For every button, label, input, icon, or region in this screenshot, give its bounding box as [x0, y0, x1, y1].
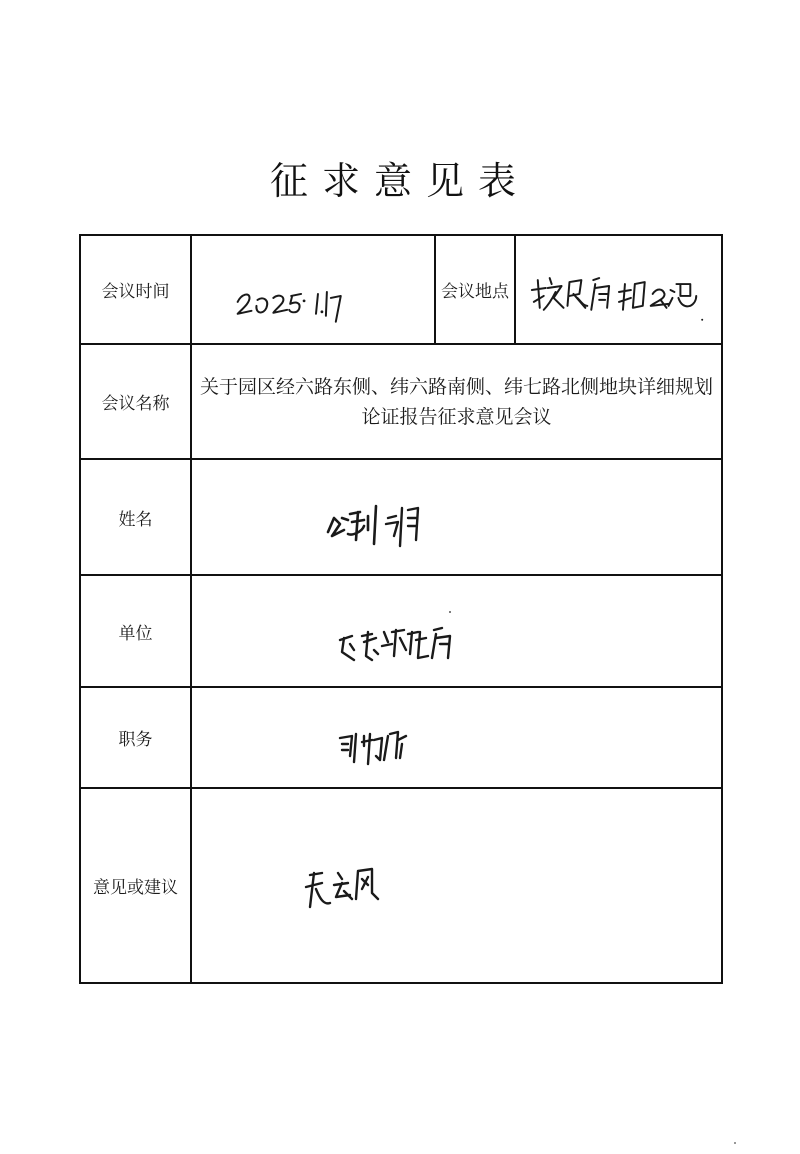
- person-name-handwriting: [192, 460, 721, 574]
- row-position: [80, 687, 722, 788]
- person-name-value: [191, 459, 722, 575]
- row-meeting-name: [80, 344, 722, 459]
- opinion-label: 意见或建议: [80, 788, 191, 983]
- position-value: [191, 687, 722, 788]
- meeting-place-handwriting: [516, 236, 721, 343]
- meeting-place-label: 会议地点: [435, 235, 515, 344]
- row-time-place: [80, 235, 722, 344]
- meeting-place-value: [515, 235, 722, 344]
- opinion-handwriting: [192, 789, 721, 982]
- row-opinion: [80, 788, 722, 983]
- unit-value: [191, 575, 722, 687]
- meeting-name-label: 会议名称: [80, 344, 191, 459]
- meeting-time-label: 会议时间: [80, 235, 191, 344]
- position-handwriting: [192, 688, 721, 787]
- position-label: 职务: [80, 687, 191, 788]
- person-name-label: 姓名: [80, 459, 191, 575]
- scan-speck: [734, 1142, 736, 1144]
- meeting-time-value: [191, 235, 435, 344]
- form-title: 征求意见表: [269, 159, 530, 203]
- meeting-name-value: 关于园区经六路东侧、纬六路南侧、纬七路北侧地块详细规划论证报告征求意见会议: [191, 344, 722, 459]
- unit-handwriting: [192, 576, 721, 686]
- opinion-value: [191, 788, 722, 983]
- meeting-time-handwriting: [192, 236, 434, 343]
- opinion-form-table: [79, 234, 723, 984]
- unit-label: 单位: [80, 575, 191, 687]
- row-unit: [80, 575, 722, 687]
- row-name: [80, 459, 722, 575]
